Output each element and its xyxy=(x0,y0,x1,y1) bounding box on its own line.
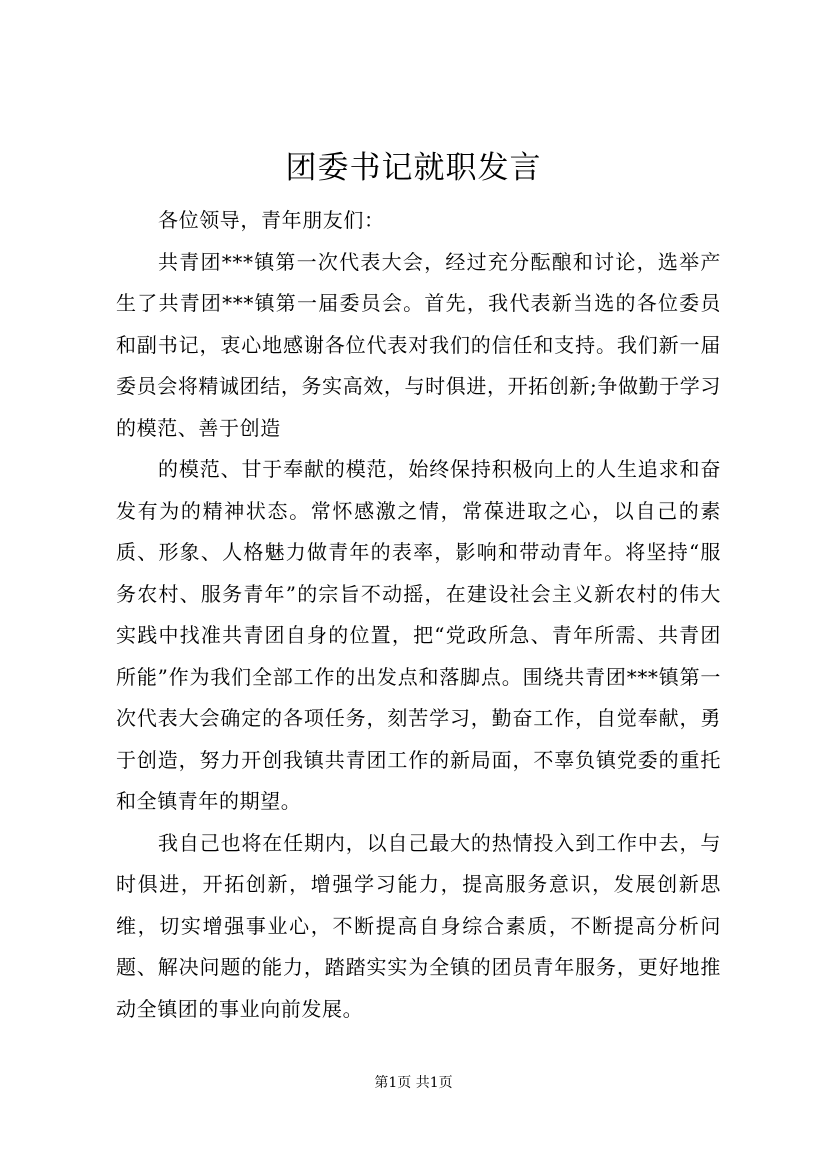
paragraph-2: 的模范、甘于奉献的模范，始终保持积极向上的人生追求和奋发有为的精神状态。常怀感激之情，常葆进取之心，以自己的素质、形象、人格魅力做青年的表率，影响和带动青年。将坚持“服务农村、服务青年”的宗旨不动摇，在建设社会主义新农村的伟大实践中找准共青团自身的位置，把“党政所急、青年所需、共青团所能”作为我们全部工作的出发点和落脚点。围绕共青团***镇第一次代表大会确定的各项任务，刻苦学习，勤奋工作，自觉奉献，勇于创造，努力开创我镇共青团工作的新局面，不辜负镇党委的重托和全镇青年的期望。 xyxy=(116,457,721,813)
salutation: 各位领导，青年朋友们： xyxy=(158,208,385,232)
paragraph-1: 共青团***镇第一次代表大会，经过充分酝酿和讨论，选举产生了共青团***镇第一届委员会。首先，我代表新当选的各位委员和副书记，衷心地感谢各位代表对我们的信任和支持。我们新一届委员会将精诚团结，务实高效，与时俱进，开拓创新;争做勤于学习的模范、善于创造 xyxy=(116,249,721,440)
page-number: 第1页 共1页 xyxy=(374,1075,453,1091)
document-title: 团委书记就职发言 xyxy=(285,150,542,186)
paragraph-3: 我自己也将在任期内，以自己最大的热情投入到工作中去，与时俱进，开拓创新，增强学习能力，提高服务意识，发展创新思维，切实增强事业心，不断提高自身综合素质，不断提高分析问题、解决问题的能力，踏踏实实为全镇的团员青年服务，更好地推动全镇团的事业向前发展。 xyxy=(116,830,721,1021)
document-body xyxy=(116,200,721,1030)
